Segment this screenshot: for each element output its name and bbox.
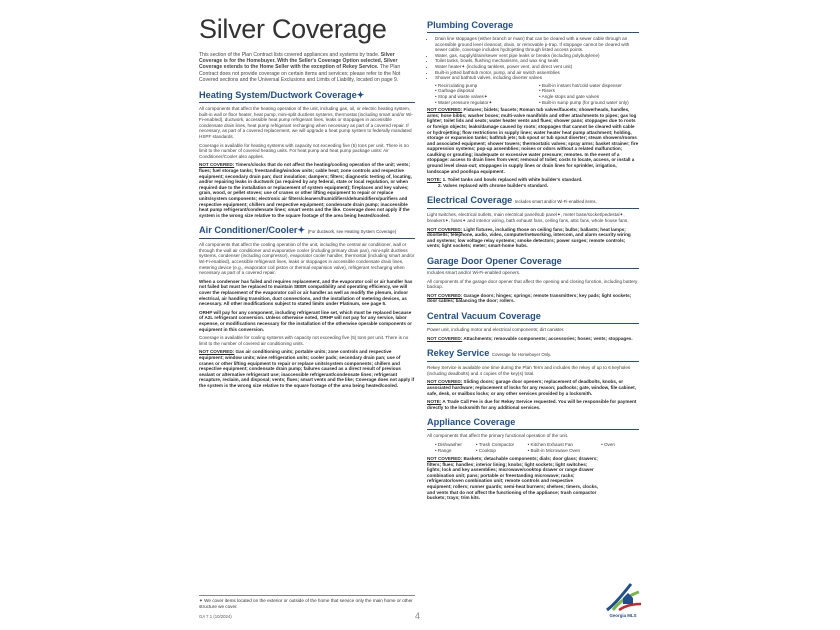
list-item: • Drain line stoppages (either branch or main) that can be cleared with a sewer cable through an accessible ground level cleanout, drain, or removable p-trap. If stoppage cannot be cleared with sewer cable, coverage includes hydrojetting through listed access points. xyxy=(435,36,639,53)
nc-label: NOT COVERED: xyxy=(427,456,463,462)
list-item: • Range xyxy=(435,448,473,454)
logo-mark-icon xyxy=(601,580,645,614)
nc-label: NOT COVERED: xyxy=(199,349,235,355)
list-item: • Water, gas, supply/drain/sewer vent pipe leaks or breaks (including polybutylene) xyxy=(435,53,639,59)
nc-text: Gas air conditioning units; portable units; zone controls and respective equipment; window units; wine refrigeration units; cooler pads; secondary drain pan; use of cranes or other lifting equipment to repair or replace units/system components; chillers and respective equipment; condensate drain pump; failures caused as a direct result of previous sealant or alternative refrigerant use; inaccessible refrigerant/condensate lines; refrigerant recapture, reclaim, and disposal; vents; flues; smart vents and the like; Coverage does not apply if the system is the wrong size relative to the square footage of the area being heated/cooled. xyxy=(199,349,415,388)
right-column xyxy=(427,8,639,504)
electrical-p1: Light switches, electrical outlets, main electrical panel/sub panel✦, meter base/socket/pedestal✦, breakers✦, fuses✦ and interior wiring, bath exhaust fans, ceiling fans, attic fans, whole house fans. xyxy=(427,212,629,224)
rekey-heading xyxy=(427,348,639,362)
intro-text xyxy=(199,52,415,83)
georgia-mls-logo xyxy=(601,580,645,620)
list-item: • Water pressure regulator✦ xyxy=(435,100,535,106)
heating-p1: All components that affect the heating operation of the unit, including gas, oil, or electric heating system, built-in wall or floor heater, heat pump, mini-split ductless systems, thermostat (including smart and/or Wi-Fi-enabled), ductwork, accessible heat pump refrigerant lines, leaks or stoppages in accessible condensate drain lines, heat pump refrigerant recharging when necessary as part of a covered repair. If necessary, as part of a covered replacement, we will upgrade a heat pump system to federally mandated HSPF standards. xyxy=(199,106,413,139)
plumbing-not-covered xyxy=(427,107,639,174)
garage-heading: Garage Door Opener Coverage xyxy=(427,256,639,269)
vacuum-heading: Central Vacuum Coverage xyxy=(427,311,639,324)
electrical-heading xyxy=(427,195,639,209)
appliance-not-covered xyxy=(427,456,599,501)
heating-p2: Coverage is available for heating systems with capacity not exceeding five (5) tons per unit. There is no limit to the number of covered heating units. For heat pump and heat pump package units: Air Conditioner/Cooler also applies. xyxy=(199,142,409,159)
list-item: • Toilet tanks, bowls, flushing mechanisms, and wax ring seals xyxy=(435,58,639,64)
nc-text: Attachments; removable components; accessories; hoses; vents; stoppages. xyxy=(462,335,633,341)
list-item: • Recirculating pump xyxy=(435,83,535,89)
note-text: A Trade Call Fee is due for Rekey Service requested. You will be responsible for payment directly to the locksmith for any additional services. xyxy=(427,399,637,410)
nc-text: Garage doors; hinges; springs; remote transmitters; key pads; light sockets; door cables; balancing the door; rollers. xyxy=(427,292,632,304)
vacuum-not-covered xyxy=(427,336,639,342)
note-2: 2. Valves replaced with chrome builder's standard. xyxy=(438,182,549,188)
ac-heading-text: Air Conditioner/Cooler✦ xyxy=(199,225,306,236)
list-item: • Shower and bathtub valves, including diverter valves xyxy=(435,75,639,81)
note-label: NOTE: xyxy=(427,399,442,405)
plumbing-heading: Plumbing Coverage xyxy=(427,20,639,33)
electrical-heading-text: Electrical Coverage xyxy=(427,195,513,206)
vacuum-p1: Power unit, including motor and electrical components; dirt canister. xyxy=(427,326,565,332)
nc-label: NOT COVERED: xyxy=(427,107,463,113)
appliance-heading: Appliance Coverage xyxy=(427,417,639,430)
intro-p2: The Plan Contract does not provide coverage on certain items and services; please refer to the Not Covered sections and the Universal Exclusions and Limits of Liability, located on page 9. xyxy=(199,64,401,83)
intro-bold: Silver Coverage is for the Homebuyer. With the Seller's Coverage Option selected, Silver Coverage extends to the Home Seller with the exception of Rekey Service. xyxy=(199,52,398,71)
ac-p1: All components that affect the cooling operation of the unit, including the central air conditioner, wall or through the wall air conditioner and evaporative cooler (including primary drain pan), mini-split ductless systems, condenser (including compressor), evaporator cooler handler, thermostat (including smart and/or Wi-Fi-enabled), accessible refrigerant lines, leaks or stoppages in accessible condensate drain lines, metering device (e.g., evaporator coil piston or thermal expansion valve), refrigerant recharging when necessary as part of a covered repair. xyxy=(199,242,415,276)
rekey-p1: Rekey Service is available one time during the Plan Term and includes the rekey of up to 6 keyholes (including deadbolts) and 4 copies of the key(s) total. xyxy=(427,365,631,376)
note-label: NOTE: xyxy=(427,177,442,183)
nc-text: Fixtures; bidets; faucets; Roman tub valves/faucets; showerheads, handles, arms; hose bibbs; washer boxes; multi-valve manifolds and other attachments to pipes; gas log lighter; toilet lids and seats; water heater vents and flues; shower pans; stoppages due to roots or foreign objects; leaks/damage caused by roots; stoppages that cannot be cleared with cable or hydrojetting; flow restrictions in supply lines; water heater heat pump attachment; holding, storage or expansion tanks; bathtub jets; tub spout or tub spout diverter; steam showers/rooms and associated equipment; shower towers; thermostatic valves; spray arms; basket strainer; fire suppression systems; pop-up assemblies; noises or odors without a related malfunction; caulking or grouting; inadequate or excessive water pressure; remotes. In the event of a stoppage: access to drain lines from vent; removal of toilet; costs to locate, access, or install a ground level clean-out; stoppages in supply lines or drain lines for sprinkler, irrigation, landscape and pool/spa equipment. xyxy=(427,107,639,174)
list-item: • Kitchen Exhaust Fan xyxy=(528,442,598,448)
list-item: • Stop and waste valves✦ xyxy=(435,94,535,100)
nc-label: NOT COVERED: xyxy=(427,379,463,385)
nc-label: NOT COVERED: xyxy=(427,335,463,341)
list-item: • Oven xyxy=(601,442,639,448)
ac-p3: ORHP will pay for any component, including refrigerant line set, which must be replaced because of A2L refrigerant conversion. Unless otherwise noted, ORHP will not pay for any service, labor expense, or modifications necessary for the installation of the otherwise operable components or equipment in this conversion. xyxy=(199,309,412,332)
garage-not-covered xyxy=(427,293,639,304)
nc-label: NOT COVERED: xyxy=(427,292,463,298)
list-item: • Built-in sump pump (for ground water only) xyxy=(539,100,639,106)
nc-label: NOT COVERED: xyxy=(427,226,463,232)
plumbing-grid xyxy=(427,83,639,105)
electrical-heading-sub: Includes smart and/or Wi-Fi-enabled items. xyxy=(514,199,597,205)
list-item: • Trash Compactor xyxy=(476,442,525,448)
ac-heading xyxy=(199,225,415,239)
list-item: • Built-in instant hot/cold water dispenser xyxy=(539,83,639,89)
coverage-page xyxy=(193,8,647,622)
rekey-heading-text: Rekey Service xyxy=(427,348,490,359)
appliance-grid xyxy=(427,442,639,453)
list-item: • Garbage disposal xyxy=(435,88,535,94)
footnote-rule xyxy=(199,595,415,596)
list-item: • Angle stops and gate valves xyxy=(539,94,639,100)
heating-heading: Heating System/Ductwork Coverage✦ xyxy=(199,90,415,103)
list-item: • Built-in Microwave Oven xyxy=(528,448,598,454)
rekey-heading-sub: Coverage for Homebuyer Only. xyxy=(491,352,552,358)
rekey-not-covered xyxy=(427,379,639,396)
heating-not-covered xyxy=(199,162,415,218)
logo-text: Georgia MLS xyxy=(609,613,637,618)
plumbing-list xyxy=(427,36,639,81)
ac-p2: When a condenser has failed and requires replacement, and the evaporator coil or air handler has not failed but must be replaced to maintain SEER compatibility and operating efficiency, we will cover the replacement of the evaporator coil or air handler as well as modify the plenum, indoor electrical, air handling transition, duct connections, and the installation of metering devices, as necessary. All other modifications subject to stated limits under Platinum, see page 5. xyxy=(199,278,413,307)
electrical-not-covered xyxy=(427,227,639,249)
footnote-text: ✦ We cover items located on the exterior or outside of the home that service only the main home or other structure we cover. xyxy=(199,598,413,609)
list-item: • Water heater✦ (including tankless, power vent, and direct vent unit) xyxy=(435,64,639,70)
nc-text: Timers/clocks that do not affect the heating/cooling operation of the unit; vents; flues; fuel storage tanks; freestanding/window units; cable heat; zone controls and respective equipment; secondary drain pan; duct insulation; dampers; filters; diagnostic testing of, locating, and/or repairing leaks in ductwork (as required by any federal, state or local regulation, or when required due to the installation or replacement of system equipment); fireplaces and key valves; grain, wood, or pellet stoves; use of cranes or other lifting equipment to repair or replace units/system components; electronic air filters/cleaners/humidifiers/dehumidifiers/purifiers and respective equipment; chillers and respective equipment; condensate drain pump; inaccessible heat pump refrigerant/condensate lines; smart vents and the like. Coverage does not apply if the system is the wrong size relative to the square footage of the area being heated/cooled. xyxy=(199,162,412,218)
list-item: • Built-in jetted bathtub motor, pump, and air switch assemblies xyxy=(435,70,639,76)
footnote xyxy=(199,595,415,609)
page-title: Silver Coverage xyxy=(199,14,387,44)
left-column xyxy=(199,8,415,392)
garage-sub: Includes smart and/or Wi-Fi-enabled openers. xyxy=(427,270,521,275)
appliance-p1: All components that affect the primary functional operation of the unit. xyxy=(427,433,569,439)
ac-not-covered xyxy=(199,349,415,388)
list-item: • Dishwasher xyxy=(435,442,473,448)
garage-p1: All components of the garage door opener that affect the opening and closing function, including battery backup. xyxy=(427,278,638,290)
page-number: 4 xyxy=(415,611,421,621)
nc-label: NOT COVERED: xyxy=(199,162,235,168)
list-item: • Risers xyxy=(539,88,639,94)
intro-p1: This section of the Plan Contract lists covered appliances and systems by trade. xyxy=(199,52,380,58)
nc-text: Baskets; detachable components; dials; door glass; drawers; filters; flues; handles; interior lining; knobs; light sockets; light switches; lights; lock and key assemblies; microwave/cooktop drawer or range drawer combination unit; pans; portable or freestanding microwave; racks; refrigerator/oven combination unit; remote controls and respective equipment; rollers; runner guards; semi-heat burners; shelves; timers, clocks, and vents that do not affect the functioning of the appliance; trash compactor buckets; trays; trim kits. xyxy=(427,456,599,501)
form-number: GA 7.1 (10/2024) xyxy=(199,614,232,619)
note-1: 1. Toilet tanks and bowls replaced with white builder's standard. xyxy=(442,177,583,183)
ac-heading-sub: (For ductwork, see Heating System Coverage) xyxy=(307,229,397,235)
plumbing-note xyxy=(427,177,639,188)
list-item: • Cooktop xyxy=(476,448,525,454)
ac-p4: Coverage is available for cooling systems with capacity not exceeding five (5) tons per unit. There is no limit to the number of covered air conditioning units. xyxy=(199,335,409,346)
rekey-note xyxy=(427,399,639,410)
nc-text: Light fixtures, including those on ceiling fans; bulbs; ballasts; heat lamps; doorbells; telephone, audio, video, computer/networking, intercom, and alarm security wiring and systems; low voltage relay systems; smoke detectors; power surges; remote controls; vents; light sockets; meter; smart-home hubs. xyxy=(427,226,631,249)
nc-text: Sliding doors; garage door openers; replacement of deadbolts, knobs, or associated hardware; replacement of locks for any reason; padlocks; gate, window, file cabinet, safe, desk, or mailbox locks; or any other services provided by a locksmith. xyxy=(427,379,636,396)
